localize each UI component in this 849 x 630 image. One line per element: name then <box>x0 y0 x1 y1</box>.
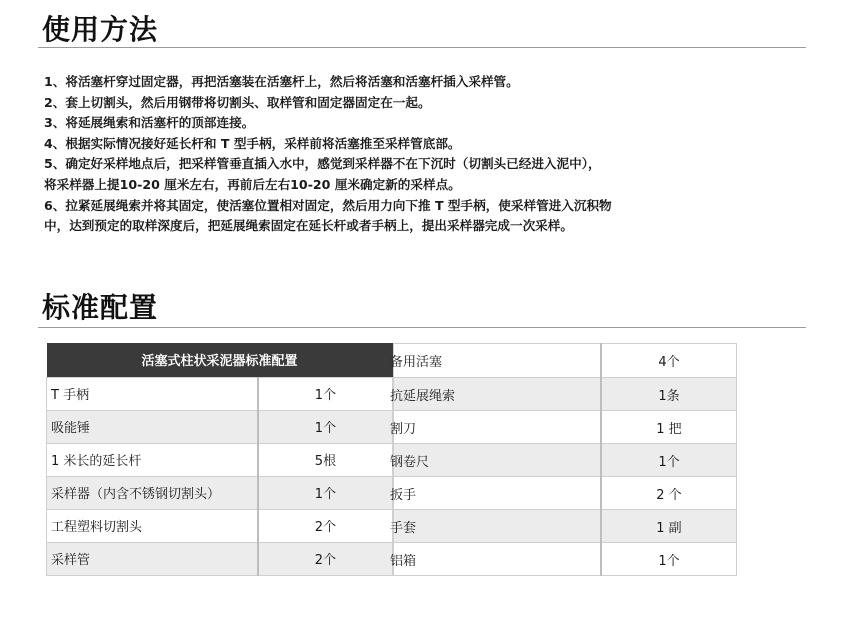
table-row <box>47 377 393 410</box>
item-name-text: 铝箱 <box>390 553 417 569</box>
config-table-header: 活塞式柱状采泥器标准配置 <box>47 343 393 377</box>
table-row <box>394 411 737 444</box>
item-qty: 1个 <box>258 476 393 509</box>
item-name <box>390 444 601 477</box>
item-name: T 手柄 <box>47 377 258 410</box>
table-row <box>47 410 393 443</box>
item-name: 1 米长的延长杆 <box>47 443 258 476</box>
step-line: 2、套上切割头，然后用钢带将切割头、取样管和固定器固定在一起。 <box>44 94 431 110</box>
config-table-left <box>46 343 393 576</box>
table-row <box>394 477 737 510</box>
item-qty: 2 个 <box>601 477 737 510</box>
item-name-text: 扳手 <box>390 487 417 503</box>
table-row <box>394 378 737 411</box>
item-qty: 4个 <box>601 344 737 378</box>
step-line: 6、拉紧延展绳索并将其固定，使活塞位置相对固定，然后用力向下推 T 型手柄，使采样管进入沉积物 <box>44 197 612 213</box>
item-name <box>390 477 601 510</box>
step-line: 1、将活塞杆穿过固定器，再把活塞装在活塞杆上，然后将活塞和活塞杆插入采样管。 <box>44 74 519 89</box>
config-table-right <box>390 343 737 576</box>
item-name: 吸能锤 <box>47 410 258 443</box>
item-qty: 1个 <box>601 444 737 477</box>
item-qty: 2个 <box>258 542 393 575</box>
item-qty: 1个 <box>601 543 737 576</box>
config-divider <box>38 327 806 328</box>
step-line: 4、根据实际情况接好延长杆和 T 型手柄，采样前将活塞推至采样管底部。 <box>44 135 461 151</box>
item-name-text: 钢卷尺 <box>390 454 430 470</box>
item-name-text: 抗延展绳索 <box>390 388 456 404</box>
item-qty: 1 副 <box>601 510 737 543</box>
table-row <box>394 510 737 543</box>
item-qty: 1个 <box>258 377 393 410</box>
usage-title: 使用方法 <box>42 13 159 46</box>
item-name: 工程塑料切割头 <box>47 509 258 542</box>
step-line: 将采样器上提10-20 厘米左右，再前后左右10-20 厘米确定新的采样点。 <box>44 176 461 192</box>
item-qty: 5根 <box>258 443 393 476</box>
table-row <box>394 444 737 477</box>
item-name: 采样管 <box>47 542 258 575</box>
step-line: 3、将延展绳索和活塞杆的顶部连接。 <box>44 115 255 131</box>
table-row <box>47 509 393 542</box>
usage-divider <box>38 47 806 48</box>
table-row <box>47 476 393 509</box>
item-qty: 1条 <box>601 378 737 411</box>
item-name-text: 备用活塞 <box>390 355 443 370</box>
item-name: 采样器（内含不锈钢切割头） <box>47 476 258 509</box>
table-row <box>47 443 393 476</box>
usage-steps <box>44 72 804 237</box>
table-row <box>394 344 737 378</box>
item-name <box>390 378 601 411</box>
item-qty: 1 把 <box>601 411 737 444</box>
item-qty: 1个 <box>258 410 393 443</box>
item-name <box>390 510 601 543</box>
config-title: 标准配置 <box>42 291 159 324</box>
table-row <box>47 542 393 575</box>
item-name-text: 割刀 <box>390 421 417 437</box>
step-line: 中，达到预定的取样深度后，把延展绳索固定在延长杆或者手柄上，提出采样器完成一次采样。 <box>44 218 573 234</box>
item-name-text: 手套 <box>390 520 417 536</box>
item-name <box>390 411 601 444</box>
table-row <box>394 543 737 576</box>
item-name <box>390 344 601 378</box>
step-line: 5、确定好采样地点后，把采样管垂直插入水中，感觉到采样器不在下沉时（切割头已经进入泥中）， <box>44 156 601 172</box>
item-name <box>390 543 601 576</box>
item-qty: 2个 <box>258 509 393 542</box>
